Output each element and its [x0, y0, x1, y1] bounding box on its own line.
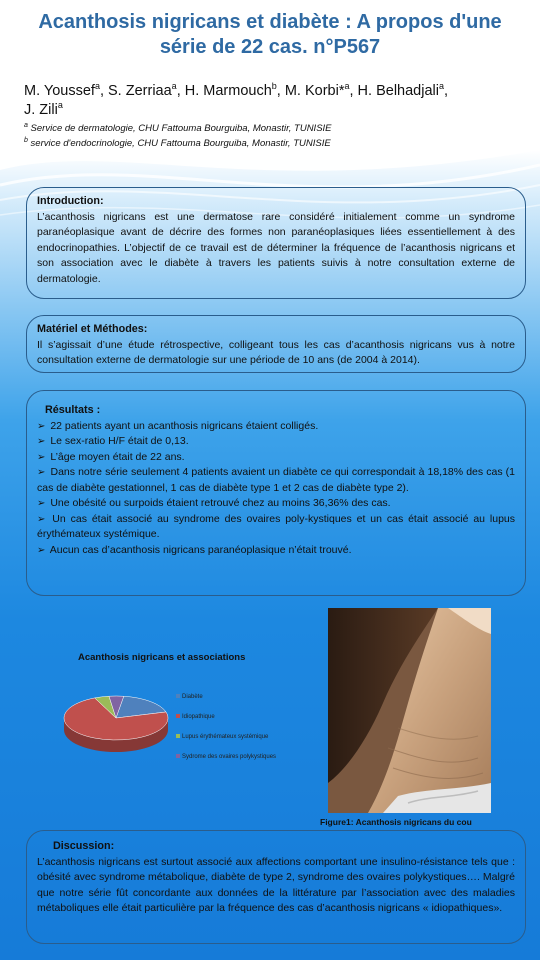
arrow-bullet-icon: ➢ — [37, 498, 46, 509]
legend-swatch — [176, 714, 180, 718]
legend-label: Lupus érythémateux systémique — [182, 734, 269, 740]
discussion-text: L’acanthosis nigricans est surtout associé aux affections comportant une insulino-résistance tels que : obésité avec syndrome métabolique, diabète de type 2, syndrome des ovaires polykystiques…. Malgré que notre série fût concordante aux données de la littérature par l’association avec des maladies métaboliques elle était particulière par la fréquence des cas d’acanthosis nigricans « idiopathiques». — [37, 855, 515, 914]
affiliation-b: $^b$ service d'endocrinologie, CHU Fattouma Bourguiba, Monastir, TUNISIE — [24, 136, 331, 149]
poster-title — [10, 10, 530, 60]
introduction-text: L’acanthosis nigricans est une dermatose rare considéré initialement comme un syndrome paranéoplasique avant de décrire des formes non paranéoplasiques liées essentiellement à des endocrinopathies. L’objectif de ce travail est de déterminer la fréquence de l’acanthosis nigricans et son association avec le diabète à travers les patients suivis à notre consultation externe de dermatologie. — [37, 210, 515, 285]
legend-swatch — [176, 754, 180, 758]
arrow-bullet-icon: ➢ — [37, 420, 46, 432]
author: J. Zili — [24, 102, 58, 118]
list-item: ➢ Une obésité ou surpoids étaient retrouvé chez au moins 36,36% des cas. — [37, 497, 391, 509]
figure-caption: Figure1: Acanthosis nigricans du cou — [320, 817, 472, 827]
legend-label: Sydrome des ovaires polykystiques — [182, 754, 277, 760]
discussion-heading: Discussion: — [53, 840, 115, 852]
affiliation-a: $^a$ Service de dermatologie, CHU Fattouma Bourguiba, Monastir, TUNISIE — [24, 121, 332, 134]
neck-photo-image — [328, 608, 491, 813]
title-line-1: Acanthosis nigricans et diabète : A propos d'une — [38, 11, 502, 33]
pie-chart — [26, 640, 306, 790]
methods-box — [26, 315, 526, 373]
discussion-box — [26, 830, 526, 944]
legend-swatch — [176, 734, 180, 738]
chart-title: Acanthosis nigricans et associations — [78, 652, 246, 663]
results-heading: Résultats : — [45, 404, 101, 416]
list-item: ➢ 22 patients ayant un acanthosis nigricans étaient colligés. — [37, 419, 319, 432]
legend-label: Diabète — [182, 694, 203, 700]
arrow-bullet-icon: ➢ — [37, 544, 46, 556]
list-item: ➢ L’âge moyen était de 22 ans. — [37, 450, 185, 463]
list-item: ➢ Aucun cas d’acanthosis nigricans paranéoplasique n’était trouvé. — [37, 543, 352, 556]
author: M. Youssef — [24, 83, 95, 99]
title-line-2: série de 22 cas. n°P567 — [159, 36, 381, 58]
neck-photo — [328, 608, 491, 813]
results-list — [37, 419, 515, 559]
list-item: ➢ Dans notre série seulement 4 patients avaient un diabète ce qui correspondait à 18,18% des cas (1 cas de diabète gestationnel, 1 cas de diabète type 1 et 2 cas de diabète type 2). — [37, 466, 515, 494]
results-box — [26, 390, 526, 596]
author: , M. Korbi* — [276, 83, 345, 99]
arrow-bullet-icon: ➢ — [37, 451, 46, 463]
methods-heading: Matériel et Méthodes: — [37, 323, 148, 335]
list-item: ➢ Un cas était associé au syndrome des ovaires poly-kystiques et un cas était associé au lupus érythémateux systémique. — [37, 512, 516, 540]
legend-swatch — [176, 694, 180, 698]
arrow-bullet-icon: ➢ — [37, 467, 46, 478]
author-list: M. Youssef$^a$, S. Zerriaa$^a$, H. Marmouch$^b$, M. Korbi*$^a$, H. Belhadjali$^a$, J. Zili$^a$ — [24, 81, 449, 118]
legend-label: Idiopathique — [182, 714, 215, 720]
arrow-bullet-icon: ➢ — [37, 436, 46, 447]
introduction-heading: Introduction: — [37, 195, 104, 207]
methods-text: Il s’agissait d’une étude rétrospective, colligeant tous les cas d’acanthosis nigricans vus à notre consultation externe de dermatologie sur une période de 10 ans (de 2004 à 2014). — [37, 338, 515, 366]
author: , S. Zerriaa — [99, 83, 172, 99]
author: , H. Belhadjali — [349, 83, 439, 99]
author: , H. Marmouch — [176, 83, 272, 99]
arrow-bullet-icon: ➢ — [37, 513, 46, 525]
list-item: ➢ Le sex-ratio H/F était de 0,13. — [37, 435, 189, 447]
introduction-box — [26, 187, 526, 299]
